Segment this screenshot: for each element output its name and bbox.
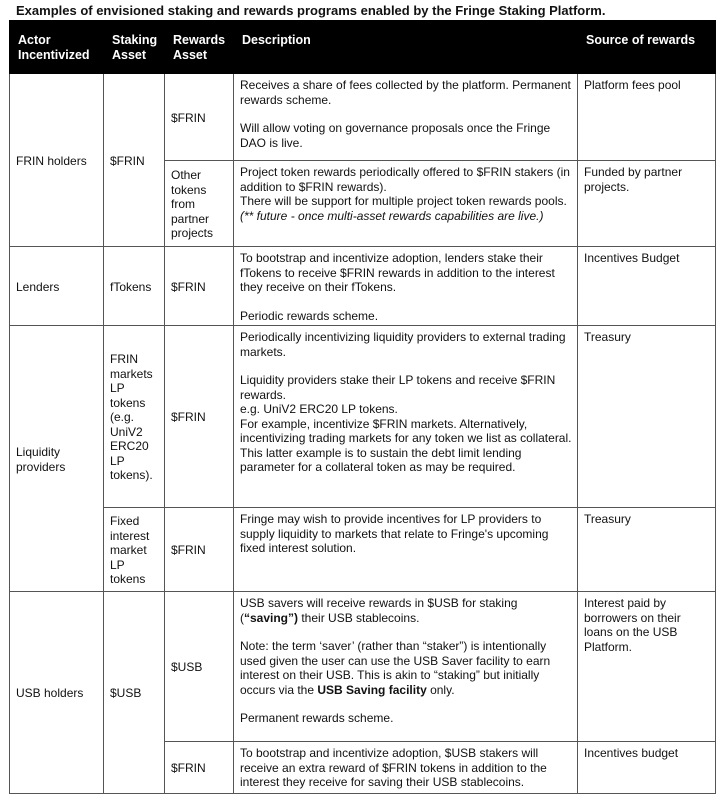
description-text: USB savers will receive rewards in $USB for staking (“saving”) their USB stablecoins. [240, 596, 518, 625]
actor-cell: Liquidity providers [10, 326, 104, 592]
rewards-asset-cell: $FRIN [165, 508, 234, 592]
description-text: There will be support for multiple project token rewards pools. [240, 194, 567, 208]
description-text: Will allow voting on governance proposals once the Fringe DAO is live. [240, 121, 551, 150]
description-cell [234, 74, 578, 161]
staking-asset-cell: FRIN markets LP tokens (e.g. UniV2 ERC20 LP tokens). [104, 326, 165, 508]
source-cell: Incentives Budget [578, 247, 716, 326]
description-text: To bootstrap and incentivize adoption, lenders stake their fTokens to receive $FRIN rewards in addition to the interest they receive on their fTokens. [240, 251, 555, 294]
description-text: Periodic rewards scheme. [240, 308, 379, 323]
rewards-asset-cell: Other tokens from partner projects [165, 161, 234, 247]
description-cell [234, 742, 578, 794]
header-actor: Actor Incentivized [10, 21, 104, 74]
header-source: Source of rewards [578, 21, 716, 74]
description-cell [234, 247, 578, 326]
description-text: For example, incentivize $FRIN markets. Alternatively, incentivizing trading markets for any token we list as collateral. This latter example is to sustain the debt limit lending parameter for a collateral token as may be required. [240, 416, 572, 474]
description-cell [234, 592, 578, 742]
table-row [10, 247, 716, 326]
rewards-asset-cell: $FRIN [165, 74, 234, 161]
description-text: Project token rewards periodically offered to $FRIN stakers (in addition to $FRIN rewards). [240, 165, 570, 194]
description-text: e.g. UniV2 ERC20 LP tokens. [240, 402, 398, 416]
source-cell: Treasury [578, 508, 716, 592]
table-row [10, 74, 716, 161]
description-note: (** future - once multi-asset rewards capabilities are live.) [240, 208, 544, 223]
description-text: Permanent rewards scheme. [240, 711, 394, 725]
header-description: Description [234, 21, 578, 74]
table-caption: Examples of envisioned staking and rewards programs enabled by the Fringe Staking Platform. [16, 3, 606, 18]
description-text: To bootstrap and incentivize adoption, $USB stakers will receive an extra reward of $FRIN tokens in addition to the interest they receive for saving their USB stablecoins. [240, 746, 547, 789]
description-text: Liquidity providers stake their LP tokens and receive $FRIN rewards. [240, 373, 556, 402]
header-rewards-asset: Rewards Asset [165, 21, 234, 74]
description-cell [234, 508, 578, 592]
source-cell: Treasury [578, 326, 716, 508]
rewards-asset-cell: $USB [165, 592, 234, 742]
source-cell: Incentives budget [578, 742, 716, 794]
rewards-asset-cell: $FRIN [165, 326, 234, 508]
source-cell: Funded by partner projects. [578, 161, 716, 247]
description-text: Fringe may wish to provide incentives for LP providers to supply liquidity to markets that relate to Fringe's upcoming fixed interest solution. [240, 512, 549, 555]
description-text: Receives a share of fees collected by the platform. Permanent rewards scheme. [240, 78, 571, 107]
rewards-asset-cell: $FRIN [165, 247, 234, 326]
staking-asset-cell: $USB [104, 592, 165, 794]
actor-cell: Lenders [10, 247, 104, 326]
header-row [10, 21, 716, 74]
source-cell: Interest paid by borrowers on their loans on the USB Platform. [578, 592, 716, 742]
staking-asset-cell: fTokens [104, 247, 165, 326]
description-text: Note: the term ‘saver’ (rather than “staker”) is intentionally used given the user can use the USB Saver facility to earn interest on their USB. This is akin to “staking” but initially occurs via the USB Saving facility only. [240, 639, 551, 697]
table-row [10, 508, 716, 592]
description-text: Periodically incentivizing liquidity providers to external trading markets. [240, 330, 566, 359]
header-staking-asset: Staking Asset [104, 21, 165, 74]
rewards-asset-cell: $FRIN [165, 742, 234, 794]
description-cell [234, 161, 578, 247]
actor-cell: FRIN holders [10, 74, 104, 247]
staking-asset-cell: $FRIN [104, 74, 165, 247]
source-cell: Platform fees pool [578, 74, 716, 161]
table-row [10, 592, 716, 742]
staking-rewards-table [9, 20, 716, 794]
description-cell [234, 326, 578, 508]
actor-cell: USB holders [10, 592, 104, 794]
table-row [10, 326, 716, 508]
staking-asset-cell: Fixed interest market LP tokens [104, 508, 165, 592]
